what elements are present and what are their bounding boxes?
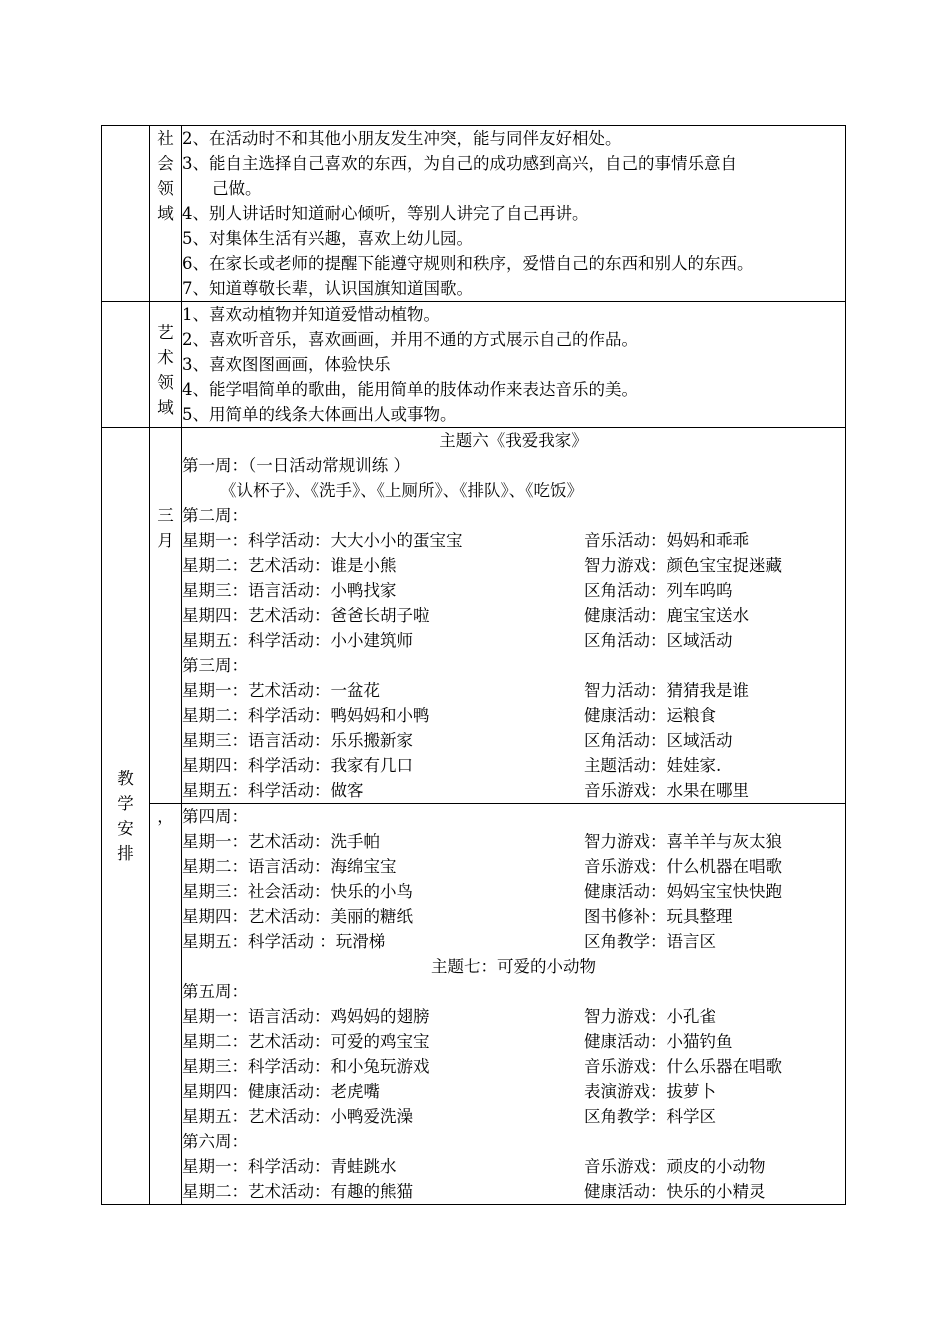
schedule-row: 星期三：语言活动：小鸭找家 区角活动：列车呜呜	[182, 581, 733, 600]
blank-category-cell	[102, 302, 150, 428]
goal-item: 2、在活动时不和其他小朋友发生冲突，能与同伴友好相处。	[182, 129, 622, 148]
goal-item: 5、对集体生活有兴趣，喜欢上幼儿园。	[182, 229, 473, 248]
teaching-row-1	[102, 428, 846, 804]
week-heading: 第四周：	[182, 807, 248, 826]
blank-category-cell	[102, 126, 150, 302]
week-heading: 第一周：（一日活动常规训练 ）	[182, 456, 410, 475]
teaching-arrangement-label: 教 学 安 排	[102, 428, 150, 1205]
goal-item: 7、知道尊敬长辈，认识国旗知道国歌。	[182, 279, 473, 298]
schedule-row: 星期二：科学活动：鸭妈妈和小鸭 健康活动：运粮食	[182, 706, 716, 725]
schedule-row: 星期四：艺术活动：爸爸长胡子啦 健康活动：鹿宝宝送水	[182, 606, 749, 625]
goal-item: 4、能学唱简单的歌曲，能用简单的肢体动作来表达音乐的美。	[182, 380, 638, 399]
teaching-row-2	[102, 804, 846, 1205]
goal-item: 3、喜欢图图画画，体验快乐	[182, 355, 391, 374]
schedule-row: 星期一：艺术活动：洗手帕 智力游戏：喜羊羊与灰太狼	[182, 832, 782, 851]
goal-item: 3、能自主选择自己喜欢的东西，为自己的成功感到高兴，自己的事情乐意自	[182, 154, 737, 173]
theme-title: 主题六《我爱我家》	[439, 431, 588, 450]
week-heading: 第三周：	[182, 656, 248, 675]
schedule-row: 星期一：艺术活动：一盆花 智力活动：猜猜我是谁	[182, 681, 749, 700]
theme-title: 主题七：可爱的小动物	[431, 957, 596, 976]
schedule-row: 星期一：科学活动：大大小小的蛋宝宝 音乐活动：妈妈和乖乖	[182, 531, 749, 550]
curriculum-table	[101, 125, 846, 1205]
art-domain-label: 艺 术 领 域	[150, 302, 182, 428]
week-heading: 第五周：	[182, 982, 248, 1001]
goal-item: 2、喜欢听音乐，喜欢画画，并用不通的方式展示自己的作品。	[182, 330, 638, 349]
month-label: 三 月	[150, 428, 182, 804]
schedule-row: 星期二：艺术活动：有趣的熊猫 健康活动：快乐的小精灵	[182, 1182, 766, 1201]
social-domain-label: 社 会 领 域	[150, 126, 182, 302]
goal-item-continuation: 己做。	[212, 179, 262, 198]
schedule-row: 星期四：艺术活动：美丽的糖纸 图书修补：玩具整理	[182, 907, 733, 926]
schedule-row: 星期五：科学活动 ：玩滑梯 区角教学：语言区	[182, 932, 716, 951]
schedule-row: 星期四：科学活动：我家有几口 主题活动：娃娃家.	[182, 756, 722, 775]
goal-item: 4、别人讲话时知道耐心倾听，等别人讲完了自己再讲。	[182, 204, 589, 223]
schedule-row: 星期三：语言活动：乐乐搬新家 区角活动：区域活动	[182, 731, 733, 750]
week-heading: 第二周：	[182, 506, 248, 525]
schedule-row: 星期二：艺术活动：谁是小熊 智力游戏：颜色宝宝捉迷藏	[182, 556, 782, 575]
schedule-row: 星期五：艺术活动：小鸭爱洗澡 区角教学：科学区	[182, 1107, 716, 1126]
social-domain-row	[102, 126, 846, 302]
schedule-row: 星期一：语言活动：鸡妈妈的翅膀 智力游戏：小孔雀	[182, 1007, 716, 1026]
schedule-row: 星期五：科学活动：做客 音乐游戏：水果在哪里	[182, 781, 749, 800]
schedule-row: 星期二：语言活动：海绵宝宝 音乐游戏：什么机器在唱歌	[182, 857, 782, 876]
art-domain-row	[102, 302, 846, 428]
goal-item: 5、用简单的线条大体画出人或事物。	[182, 405, 457, 424]
schedule-row: 星期四：健康活动：老虎嘴 表演游戏：拔萝卜	[182, 1082, 716, 1101]
social-domain-goals	[182, 126, 846, 302]
goal-item: 1、喜欢动植物并知道爱惜动植物。	[182, 305, 440, 324]
week-activities: 《认杯子》、《洗手》、《上厕所》、《排队》、《吃饭》	[220, 481, 583, 500]
goal-item: 6、在家长或老师的提醒下能遵守规则和秩序，爱惜自己的东西和别人的东西。	[182, 254, 754, 273]
schedule-row: 星期一：科学活动：青蛙跳水 音乐游戏：顽皮的小动物	[182, 1157, 766, 1176]
comma-mark: ，	[150, 804, 182, 1205]
schedule-weeks-1-3	[182, 428, 846, 804]
schedule-row: 星期五：科学活动：小小建筑师 区角活动：区域活动	[182, 631, 733, 650]
art-domain-goals	[182, 302, 846, 428]
week-heading: 第六周：	[182, 1132, 248, 1151]
schedule-weeks-4-6	[182, 804, 846, 1205]
schedule-row: 星期二：艺术活动：可爱的鸡宝宝 健康活动：小猫钓鱼	[182, 1032, 733, 1051]
schedule-row: 星期三：社会活动：快乐的小鸟 健康活动：妈妈宝宝快快跑	[182, 882, 782, 901]
schedule-row: 星期三：科学活动：和小兔玩游戏 音乐游戏：什么乐器在唱歌	[182, 1057, 782, 1076]
